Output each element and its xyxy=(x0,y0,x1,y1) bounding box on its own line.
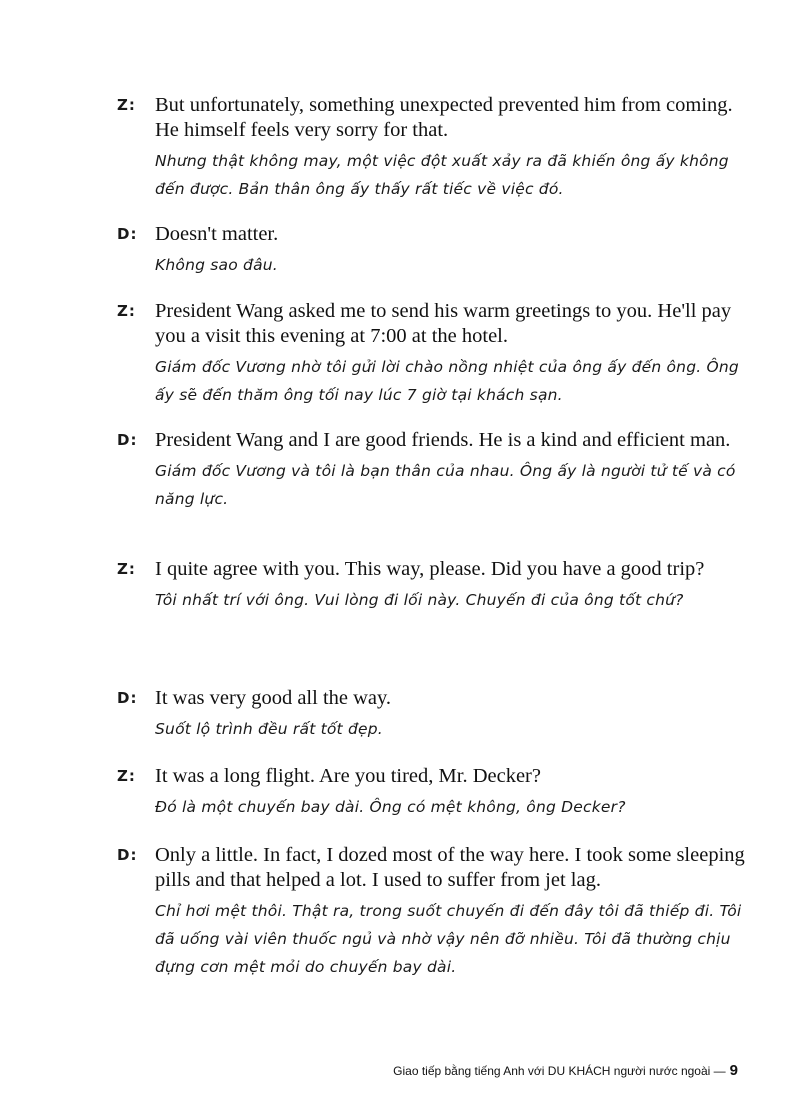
vietnamese-translation: Không sao đâu. xyxy=(155,256,278,274)
english-line: President Wang and I are good friends. He is a kind and efficient man. xyxy=(155,429,731,451)
speaker-label: Z: xyxy=(117,302,136,320)
speaker-label: D: xyxy=(117,846,138,864)
vietnamese-translation: Đó là một chuyến bay dài. Ông có mệt không, ông Decker? xyxy=(155,798,626,816)
vietnamese-translation: Giám đốc Vương và tôi là bạn thân của nhau. Ông ấy là người tử tế và có năng lực. xyxy=(155,462,736,508)
speaker-label: D: xyxy=(117,431,138,449)
book-title: Giao tiếp bằng tiếng Anh với DU KHÁCH người nước ngoài — xyxy=(393,1064,726,1078)
vietnamese-translation: Suốt lộ trình đều rất tốt đẹp. xyxy=(155,720,383,738)
english-line: Doesn't matter. xyxy=(155,223,279,245)
english-line: I quite agree with you. This way, please. Did you have a good trip? xyxy=(155,558,705,580)
speaker-label: D: xyxy=(117,689,138,707)
dialogue-entry xyxy=(117,764,747,821)
vietnamese-translation: Chỉ hơi mệt thôi. Thật ra, trong suốt chuyến đi đến đây tôi đã thiếp đi. Tôi đã uống vài viên thuốc ngủ và nhờ vậy nên đỡ nhiều. Tôi đã thường chịu đựng cơn mệt mỏi do chuyến bay dài. xyxy=(155,902,742,976)
english-line: Only a little. In fact, I dozed most of the way here. I took some sleeping pills and that helped a lot. I used to suffer from jet lag. xyxy=(155,844,745,891)
vietnamese-translation: Giám đốc Vương nhờ tôi gửi lời chào nồng nhiệt của ông ấy đến ông. Ông ấy sẽ đến thăm ông tối nay lúc 7 giờ tại khách sạn. xyxy=(155,358,739,404)
dialogue-entry xyxy=(117,428,747,513)
speaker-label: Z: xyxy=(117,96,136,114)
english-line: It was a long flight. Are you tired, Mr. Decker? xyxy=(155,765,541,787)
speaker-label: D: xyxy=(117,225,138,243)
speaker-label: Z: xyxy=(117,560,136,578)
vietnamese-translation: Nhưng thật không may, một việc đột xuất xảy ra đã khiến ông ấy không đến được. Bản thân ông ấy thấy rất tiếc về việc đó. xyxy=(155,152,729,198)
english-line: It was very good all the way. xyxy=(155,687,392,709)
page-number: 9 xyxy=(729,1062,738,1079)
dialogue-entry xyxy=(117,299,747,409)
dialogue-entry xyxy=(117,93,747,203)
dialogue-entry xyxy=(117,557,747,614)
english-line: President Wang asked me to send his warm greetings to you. He'll pay you a visit this evening at 7:00 at the hotel. xyxy=(155,300,732,347)
dialogue-entry xyxy=(117,686,747,743)
page-footer xyxy=(393,1062,738,1079)
dialogue-entry xyxy=(117,843,747,981)
dialogue-entry xyxy=(117,222,747,279)
english-line: But unfortunately, something unexpected prevented him from coming. He himself feels very sorry for that. xyxy=(155,94,733,141)
speaker-label: Z: xyxy=(117,767,136,785)
vietnamese-translation: Tôi nhất trí với ông. Vui lòng đi lối này. Chuyến đi của ông tốt chứ? xyxy=(155,591,684,609)
